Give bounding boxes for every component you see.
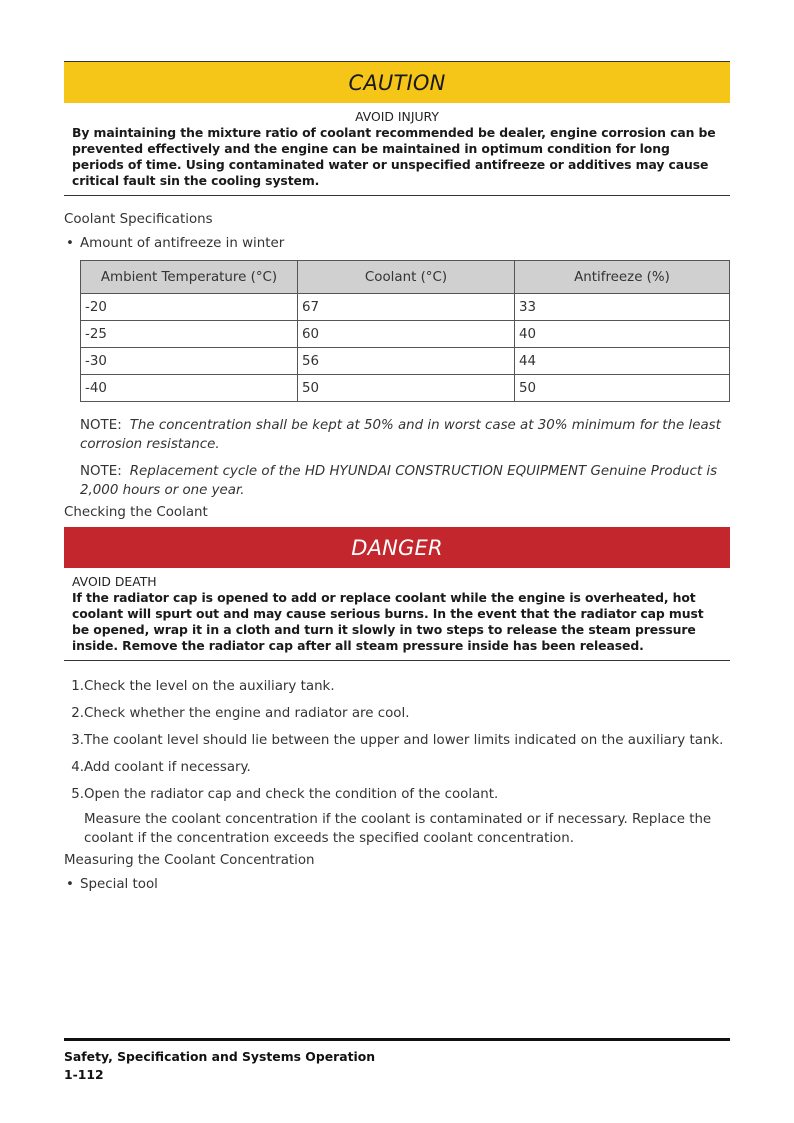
note-concentration [80,416,730,454]
cell-coolant: 56 [298,348,515,375]
page-number: 1-112 [64,1067,104,1082]
caution-banner [64,61,730,103]
step-text: The coolant level should lie between the upper and lower limits indicated on the auxiliary tank. [84,733,724,748]
list-item [64,759,730,777]
danger-body [64,568,730,661]
note-replacement-cycle [80,462,730,500]
cell-antifreeze: 33 [515,294,730,321]
danger-banner [64,527,730,568]
table-row [81,321,730,348]
caution-body [64,103,730,196]
cell-ambient-temp: -25 [81,321,298,348]
header-antifreeze: Antifreeze (%) [515,261,730,294]
antifreeze-table [80,260,730,402]
step-number: 4. [71,760,84,775]
step-text: Add coolant if necessary. [84,760,251,775]
special-tool-text: Special tool [80,877,158,892]
cell-ambient-temp: -30 [81,348,298,375]
table-row [81,294,730,321]
coolant-specs-heading: Coolant Specifications [64,212,213,227]
cell-coolant: 60 [298,321,515,348]
danger-heading: AVOID DEATH [72,574,157,589]
list-item [64,678,730,696]
note-label: NOTE: [80,464,122,479]
cell-ambient-temp: -20 [81,294,298,321]
table-header-row [81,261,730,294]
table-row [81,348,730,375]
step-number: 3. [71,733,84,748]
antifreeze-bullet [64,236,730,251]
danger-box [64,527,730,661]
list-item [64,732,730,750]
header-coolant: Coolant (°C) [298,261,515,294]
list-item [64,786,730,804]
step-number: 5. [71,787,84,802]
cell-coolant: 50 [298,375,515,402]
note-text: Replacement cycle of the HD HYUNDAI CONSTRUCTION EQUIPMENT Genuine Product is 2,000 hours or one year. [80,464,718,498]
cell-antifreeze: 40 [515,321,730,348]
caution-text: By maintaining the mixture ratio of coolant recommended be dealer, engine corrosion can be prevented effectively and the engine can be maintained in optimum condition for long periods of time. Using contaminated water or unspecified antifreeze or additives may cause critical fault sin the cooling system. [72,125,716,188]
bullet-dot: • [66,236,74,251]
footer-title: Safety, Specification and Systems Operation [64,1049,376,1064]
step-number: 1. [71,679,84,694]
caution-heading: AVOID INJURY [355,109,439,124]
cell-coolant: 67 [298,294,515,321]
page-content [64,61,730,892]
measuring-heading: Measuring the Coolant Concentration [64,853,315,868]
table-row [81,375,730,402]
note-label: NOTE: [80,418,122,433]
danger-title: DANGER [351,535,443,560]
antifreeze-bullet-text: Amount of antifreeze in winter [80,236,285,251]
caution-title: CAUTION [348,70,446,95]
step-text: Check the level on the auxiliary tank. [84,679,335,694]
step-number: 2. [71,706,84,721]
bullet-dot: • [66,877,74,892]
cell-antifreeze: 50 [515,375,730,402]
step5-detail: Measure the coolant concentration if the coolant is contaminated or if necessary. Replace the coolant if the concentration exceeds the specified coolant concentration. [84,812,712,846]
special-tool-bullet [64,877,730,892]
danger-text: If the radiator cap is opened to add or replace coolant while the engine is overheated, hot coolant will spurt out and may cause serious burns. In the event that the radiator cap must be opened, wrap it in a cloth and turn it slowly in two steps to release the steam pressure inside. Remove the radiator cap after all steam pressure inside has been released. [72,590,704,653]
cell-antifreeze: 44 [515,348,730,375]
cell-ambient-temp: -40 [81,375,298,402]
step-text: Open the radiator cap and check the condition of the coolant. [84,787,499,802]
checking-steps [64,678,730,804]
footer-divider [64,1038,730,1041]
header-ambient-temp: Ambient Temperature (°C) [81,261,298,294]
list-item [64,705,730,723]
note-text: The concentration shall be kept at 50% and in worst case at 30% minimum for the least corrosion resistance. [80,418,721,452]
step-text: Check whether the engine and radiator are cool. [84,706,410,721]
page-footer [64,1038,730,1082]
caution-box [64,61,730,196]
checking-coolant-heading: Checking the Coolant [64,505,208,520]
